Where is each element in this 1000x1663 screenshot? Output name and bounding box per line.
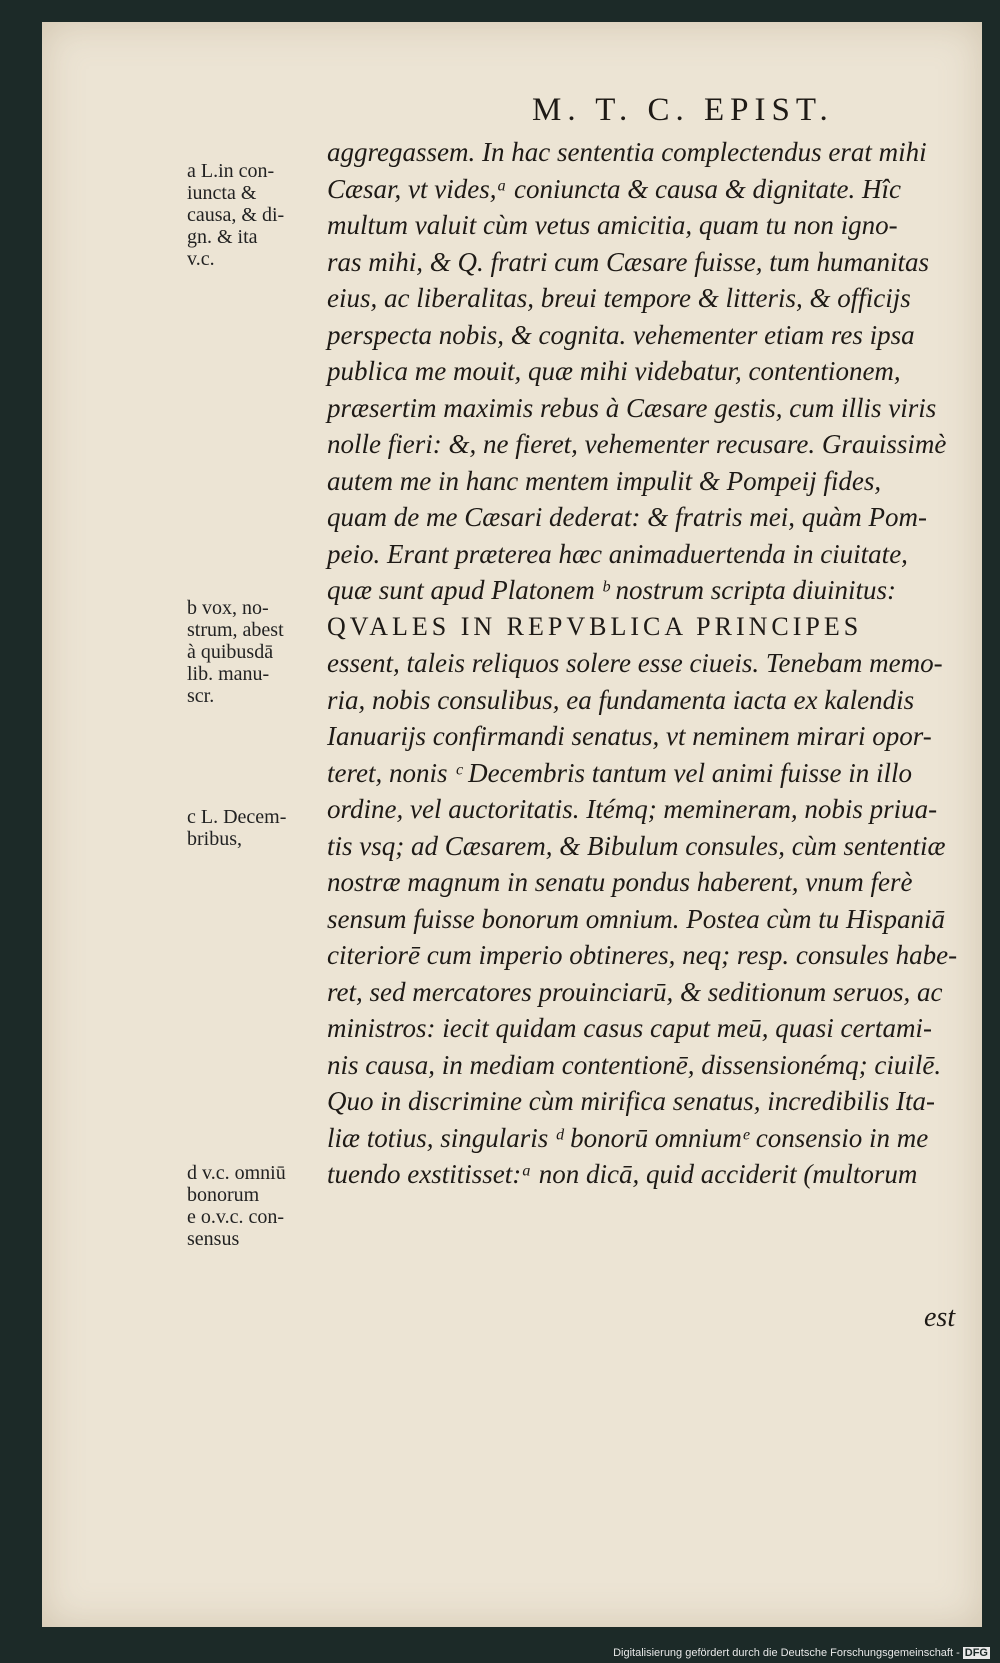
marginal-line: bonorum — [187, 1184, 260, 1206]
text-line: ria, nobis consulibus, ea fundamenta iacta ex kalendis — [327, 684, 915, 715]
main-text-block — [327, 134, 997, 1193]
text-line: Quo in discrimine cùm mirifica senatus, incredibilis Ita- — [327, 1086, 935, 1116]
marginal-line: strum, abest — [187, 619, 284, 641]
text-line: quam de me Cæsari dederat: & fratris mei, quàm Pom- — [327, 502, 927, 532]
text-line: citeriorē cum imperio obtineres, neq; resp. consules habe- — [327, 940, 958, 970]
text-line: ras mihi, & Q. fratri cum Cæsare fuisse, tum humanitas — [327, 246, 930, 277]
marginal-note-b — [187, 597, 322, 707]
text-line: essent, taleis reliquos solere esse ciueis. Tenebam memo- — [327, 648, 943, 678]
marginal-line: causa, & di- — [187, 204, 285, 226]
text-line: ministros: iecit quidam casus caput meū, quasi certami- — [327, 1013, 932, 1043]
marginal-line: e o.v.c. con- — [187, 1206, 284, 1228]
marginal-line: b vox, no- — [187, 597, 269, 619]
text-line: ret, sed mercatores prouinciarū, & seditionum seruos, ac — [327, 976, 943, 1007]
marginal-note-a — [187, 160, 322, 270]
text-line: multum valuit cùm vetus amicitia, quam tu non igno- — [327, 210, 898, 240]
text-line: autem me in hanc mentem impulit & Pompeij fides, — [327, 465, 882, 496]
text-line: tis vsq; ad Cæsarem, & Bibulum consules, cùm sententiæ — [327, 830, 946, 861]
digitization-credit — [613, 1647, 990, 1659]
text-line: publica me mouit, quæ mihi videbatur, contentionem, — [327, 356, 901, 386]
text-line: liæ totius, singularis ᵈ bonorū omniumᵉ consensio in me — [327, 1122, 929, 1153]
text-line: nis causa, in mediam contentionē, dissensionémq; ciuilē. — [327, 1049, 942, 1080]
text-line: eius, ac liberalitas, breui tempore & litteris, & officijs — [327, 283, 911, 313]
marginal-line: a L.in con- — [187, 160, 275, 182]
marginal-line: sensus — [187, 1228, 240, 1250]
text-line: Ianuarijs confirmandi senatus, vt neminem mirari opor- — [327, 721, 932, 751]
catchword: est — [924, 1302, 956, 1333]
text-line: quæ sunt apud Platonem ᵇ nostrum scripta diuinitus: — [327, 575, 897, 605]
credit-text: Digitalisierung gefördert durch die Deutsche Forschungsgemeinschaft - — [613, 1647, 960, 1659]
text-line: nolle fieri: &, ne fieret, vehementer recusare. Grauissimè — [327, 429, 947, 459]
text-line: Cæsar, vt vides,ᵃ coniuncta & causa & dignitate. Hîc — [327, 173, 901, 204]
text-line: teret, nonis ᶜ Decembris tantum vel animi fuisse in illo — [327, 757, 913, 788]
marginal-line: c L. Decem- — [187, 806, 287, 828]
marginal-note-d — [187, 1162, 322, 1250]
marginal-line: gn. & ita — [187, 226, 258, 248]
text-line-caps: QVALES IN REPVBLICA PRINCIPES — [327, 611, 863, 641]
marginal-line: iuncta & — [187, 182, 257, 204]
book-page — [42, 22, 982, 1627]
marginal-line: bribus, — [187, 828, 242, 850]
text-line: perspecta nobis, & cognita. vehementer etiam res ipsa — [327, 319, 915, 350]
text-line: nostræ magnum in senatu pondus haberent, vnum ferè — [327, 867, 913, 897]
marginal-line: d v.c. omniū — [187, 1162, 286, 1184]
text-line: præsertim maximis rebus à Cæsare gestis, cum illis viris — [327, 392, 937, 423]
marginal-line: scr. — [187, 685, 215, 707]
text-line: aggregassem. In hac sententia complectendus erat mihi — [327, 137, 927, 167]
text-line: tuendo exstitisset:ᵃ non dicā, quid acciderit (multorum — [327, 1159, 918, 1189]
text-line: ordine, vel auctoritatis. Itémq; memineram, nobis priua- — [327, 794, 938, 824]
marginal-line: à quibusdā — [187, 641, 274, 663]
marginal-line: lib. manu- — [187, 663, 270, 685]
dfg-logo: DFG — [964, 1647, 988, 1659]
text-line: sensum fuisse bonorum omnium. Postea cùm tu Hispaniā — [327, 903, 945, 934]
marginal-note-c — [187, 806, 322, 850]
text-line: peio. Erant præterea hæc animaduertenda in ciuitate, — [327, 538, 908, 569]
marginal-line: v.c. — [187, 248, 215, 270]
running-title: M. T. C. EPIST. — [532, 92, 834, 128]
